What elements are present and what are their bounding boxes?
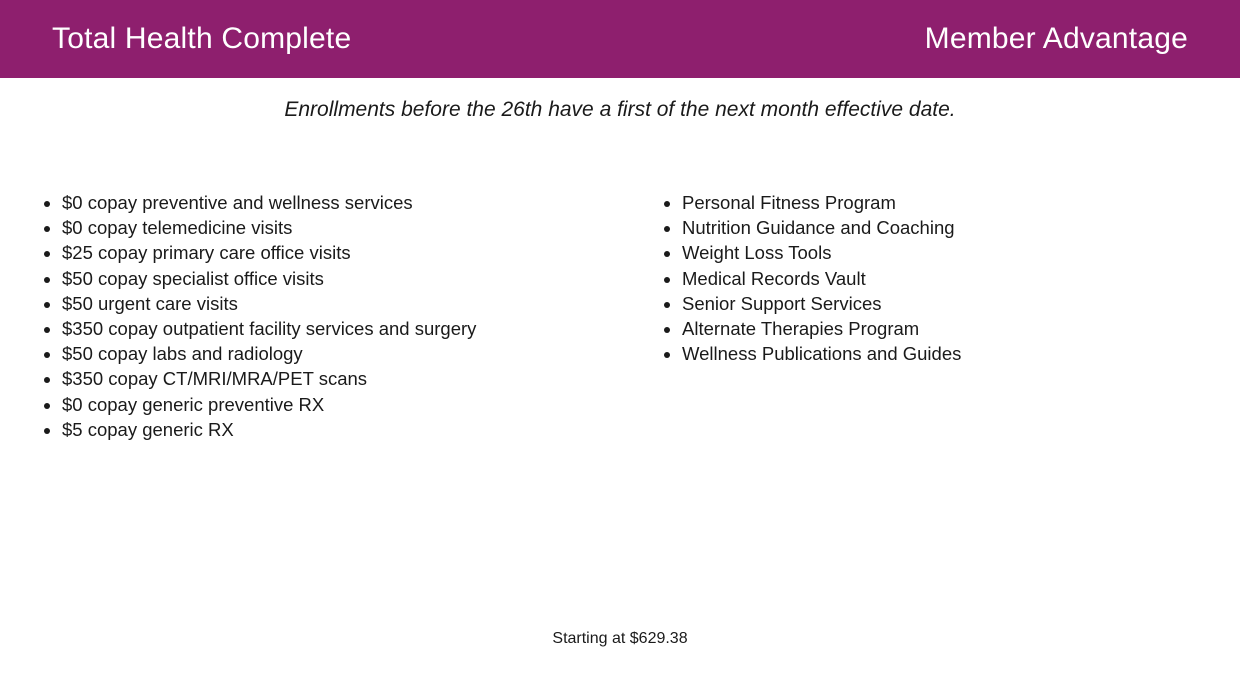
list-item: • $50 copay specialist office visits	[62, 266, 620, 291]
list-item: • $5 copay generic RX	[62, 417, 620, 442]
list-item: • Nutrition Guidance and Coaching	[682, 215, 1240, 240]
header-plan-label: Member Advantage	[924, 22, 1188, 55]
list-item: • $25 copay primary care office visits	[62, 240, 620, 265]
list-item: • $0 copay generic preventive RX	[62, 392, 620, 417]
starting-price-note: Starting at $629.38	[552, 630, 688, 647]
benefits-column-right	[620, 190, 1240, 442]
list-item: • Alternate Therapies Program	[682, 316, 1240, 341]
effective-date-note: Enrollments before the 26th have a first of the next month effective date.	[284, 98, 956, 121]
list-item: • $350 copay CT/MRI/MRA/PET scans	[62, 366, 620, 391]
list-item: • Senior Support Services	[682, 291, 1240, 316]
list-item: • Personal Fitness Program	[682, 190, 1240, 215]
member-advantage-list	[648, 190, 1240, 366]
list-item: • $50 urgent care visits	[62, 291, 620, 316]
list-item: • Medical Records Vault	[682, 266, 1240, 291]
list-item: • $350 copay outpatient facility services and surgery	[62, 316, 620, 341]
list-item: • Weight Loss Tools	[682, 240, 1240, 265]
copay-benefits-list	[28, 190, 620, 442]
list-item: • $50 copay labs and radiology	[62, 341, 620, 366]
list-item: • $0 copay preventive and wellness services	[62, 190, 620, 215]
page-title: Total Health Complete	[52, 22, 352, 55]
list-item: • $0 copay telemedicine visits	[62, 215, 620, 240]
list-item: • Wellness Publications and Guides	[682, 341, 1240, 366]
benefits-columns	[0, 190, 1240, 442]
header-bar	[0, 0, 1240, 78]
benefits-column-left	[0, 190, 620, 442]
